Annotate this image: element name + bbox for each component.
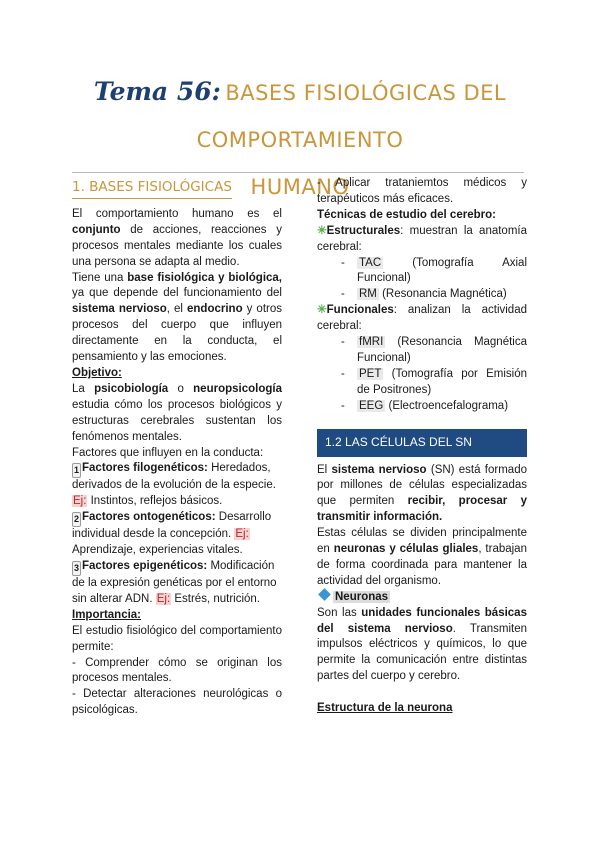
- list-item: - TAC (Tomografía Axial Funcional): [357, 256, 527, 288]
- estructurales-paragraph: ✳Estructurales: muestran la anatomía cerebral:: [317, 224, 527, 253]
- neuronas-paragraph: Son las unidades funcionales básicas del sistema nervioso. Transmiten impulsos eléctricos y químicos, lo que permite la comunicación entre distintas partes del cuerpo y cerebro.: [317, 606, 527, 683]
- number-2-icon: 2: [72, 512, 81, 527]
- sparkle-icon: ✳: [317, 304, 327, 317]
- list-item: - EEG (Electroencefalograma): [357, 399, 527, 415]
- section-heading-bases: 1. BASES FISIOLÓGICAS: [72, 180, 232, 199]
- objetivo-heading: Objetivo:: [72, 366, 122, 379]
- example-tag: Ej:: [73, 495, 87, 508]
- celulas-paragraph: Estas células se dividen principalmente en neuronas y células gliales, trabajan de forma coordinada para mantener la actividad del organismo.: [317, 527, 527, 587]
- funcionales-paragraph: ✳Funcionales: analizan la actividad cerebral:: [317, 304, 527, 333]
- title-divider: [72, 172, 524, 173]
- example-tag: Ej:: [235, 528, 249, 541]
- importancia-item: - Comprender cómo se originan los procesos mentales.: [72, 656, 282, 685]
- importancia-intro: El estudio fisiológico del comportamiento permite:: [72, 624, 282, 653]
- number-3-icon: 3: [72, 561, 81, 576]
- funcionales-list: [317, 335, 527, 415]
- title-line-2: HUMANO: [250, 175, 350, 199]
- list-item: - fMRI (Resonancia Magnética Funcional): [357, 335, 527, 367]
- number-1-icon: 1: [72, 463, 81, 478]
- importancia-item: - Detectar alteraciones neurológicas o psicológicas.: [72, 688, 282, 717]
- intro-paragraph: El comportamiento humano es el conjunto de acciones, reacciones y procesos mentales mediante los cuales una persona se adapta al medio.: [72, 207, 282, 268]
- example-tag: Ej:: [156, 592, 171, 605]
- right-column: [317, 176, 527, 717]
- tema-label: Tema 56:: [93, 77, 221, 106]
- importancia-heading: Importancia:: [72, 608, 142, 621]
- factor-item: 2 Factores ontogenéticos: Desarrollo individual desde la concepción. Ej: Aprendizaje, experiencias vitales.: [72, 511, 272, 557]
- section-heading-celulas: 1.2 LAS CÉLULAS DEL SN: [317, 429, 527, 457]
- left-column: [72, 180, 282, 719]
- neuronas-heading: Neuronas: [317, 590, 527, 606]
- sparkle-icon: ✳: [317, 224, 327, 237]
- tecnicas-heading: Técnicas de estudio del cerebro:: [317, 208, 496, 221]
- factor-item: 1 Factores filogenéticos: Heredados, derivados de la evolución de la especie. Ej: Instintos, reflejos básicos.: [72, 462, 276, 508]
- diamond-icon: [318, 588, 331, 601]
- estructurales-list: [317, 256, 527, 304]
- factores-intro: Factores que influyen en la conducta:: [72, 446, 264, 459]
- aplicar-item: - Aplicar trataniemtos médicos y terapéuticos más eficaces.: [317, 177, 527, 205]
- objetivo-paragraph: La psicobiología o neuropsicología estudia cómo los procesos biológicos y estructuras cerebrales sustentan los fenómenos mentales.: [72, 382, 282, 443]
- title-line-1: BASES FISIOLÓGICAS DEL COMPORTAMIENTO: [196, 81, 507, 152]
- sn-paragraph: El sistema nervioso (SN) está formado por millones de células especializadas que permiten recibir, procesar y transmitir información.: [317, 463, 527, 524]
- list-item: - RM (Resonancia Magnética): [357, 287, 527, 303]
- base-paragraph: Tiene una base fisiológica y biológica, ya que depende del funcionamiento del sistema nervioso, el endocrino y otros procesos del cuerpo que influyen directamente en la conducta, el pensamiento y las emociones.: [72, 271, 283, 364]
- estructura-heading: Estructura de la neurona: [317, 702, 453, 715]
- list-item: - PET (Tomografía por Emisión de Positrones): [357, 367, 527, 399]
- factor-item: 3 Factores epigenéticos: Modificación de la expresión genéticas por el entorno sin alterar ADN. Ej: Estrés, nutrición.: [72, 560, 277, 605]
